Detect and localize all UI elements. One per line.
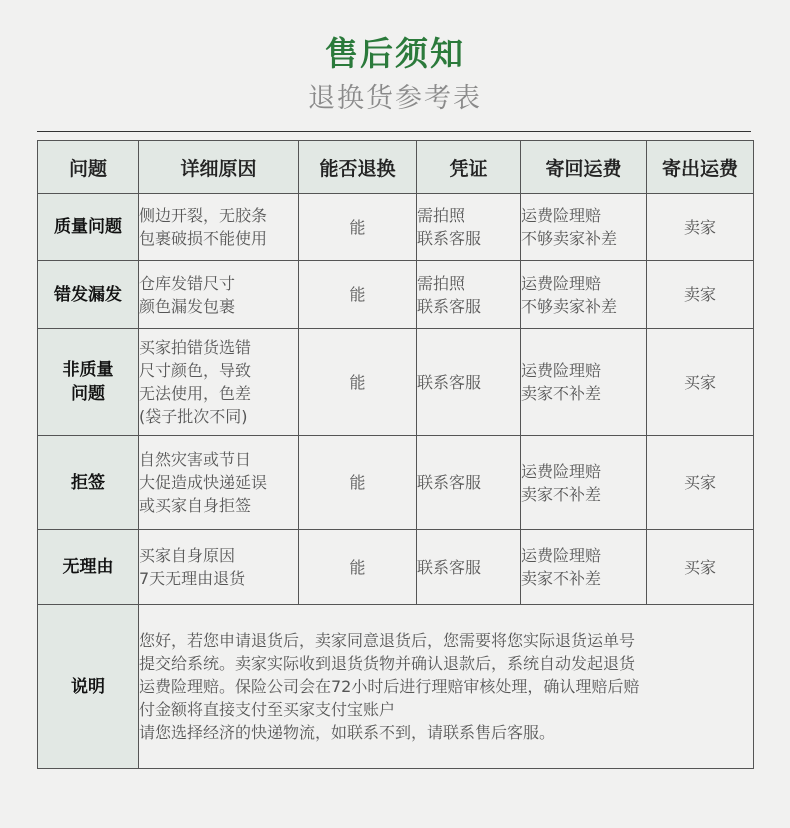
reason-cell: 自然灾害或节日 大促造成快递延误 或买家自身拒签 (139, 436, 299, 530)
reason-cell: 仓库发错尺寸 颜色漏发包裹 (139, 261, 299, 329)
table-row (38, 436, 754, 530)
returnable-cell: 能 (299, 436, 417, 530)
note-text: 您好，若您申请退货后，卖家同意退货后，您需要将您实际退货运单号 提交给系统。卖家实际收到退货货物并确认退款后，系统自动发起退货 运费险理赔。保险公司会在72小时后进行理赔审核处理，确认理赔后赔 付金额将直接支付至买家支付宝账户 请您选择经济的快递物流，如联系不到，请联系售后客服。 (139, 605, 754, 769)
column-header: 详细原因 (139, 141, 299, 194)
returnable-cell: 能 (299, 261, 417, 329)
issue-cell: 拒签 (38, 436, 139, 530)
table-row (38, 329, 754, 436)
proof-cell: 联系客服 (417, 436, 521, 530)
ship-fee-cell: 买家 (647, 329, 754, 436)
return-policy-table (37, 140, 754, 769)
proof-cell: 需拍照 联系客服 (417, 261, 521, 329)
column-header: 问题 (38, 141, 139, 194)
issue-cell: 无理由 (38, 530, 139, 605)
reason-cell: 侧边开裂，无胶条 包裹破损不能使用 (139, 194, 299, 261)
return-fee-cell: 运费险理赔 卖家不补差 (521, 436, 647, 530)
return-fee-cell: 运费险理赔 不够卖家补差 (521, 194, 647, 261)
proof-cell: 需拍照 联系客服 (417, 194, 521, 261)
ship-fee-cell: 买家 (647, 530, 754, 605)
issue-cell: 质量问题 (38, 194, 139, 261)
returnable-cell: 能 (299, 329, 417, 436)
issue-cell: 错发漏发 (38, 261, 139, 329)
return-fee-cell: 运费险理赔 卖家不补差 (521, 530, 647, 605)
column-header: 寄出运费 (647, 141, 754, 194)
proof-cell: 联系客服 (417, 530, 521, 605)
column-header: 能否退换 (299, 141, 417, 194)
page-title: 售后须知 (325, 34, 465, 73)
divider (37, 131, 751, 132)
ship-fee-cell: 卖家 (647, 194, 754, 261)
reason-cell: 买家拍错货选错 尺寸颜色，导致 无法使用，色差 (袋子批次不同) (139, 329, 299, 436)
table-header-row (38, 141, 754, 194)
ship-fee-cell: 买家 (647, 436, 754, 530)
table-row (38, 530, 754, 605)
return-fee-cell: 运费险理赔 不够卖家补差 (521, 261, 647, 329)
proof-cell: 联系客服 (417, 329, 521, 436)
ship-fee-cell: 卖家 (647, 261, 754, 329)
table-row (38, 261, 754, 329)
issue-cell: 非质量 问题 (38, 329, 139, 436)
note-label: 说明 (38, 605, 139, 769)
page-subtitle: 退换货参考表 (308, 83, 482, 114)
reason-cell: 买家自身原因 7天无理由退货 (139, 530, 299, 605)
returnable-cell: 能 (299, 194, 417, 261)
column-header: 寄回运费 (521, 141, 647, 194)
column-header: 凭证 (417, 141, 521, 194)
note-row (38, 605, 754, 769)
returnable-cell: 能 (299, 530, 417, 605)
table-row (38, 194, 754, 261)
return-fee-cell: 运费险理赔 卖家不补差 (521, 329, 647, 436)
